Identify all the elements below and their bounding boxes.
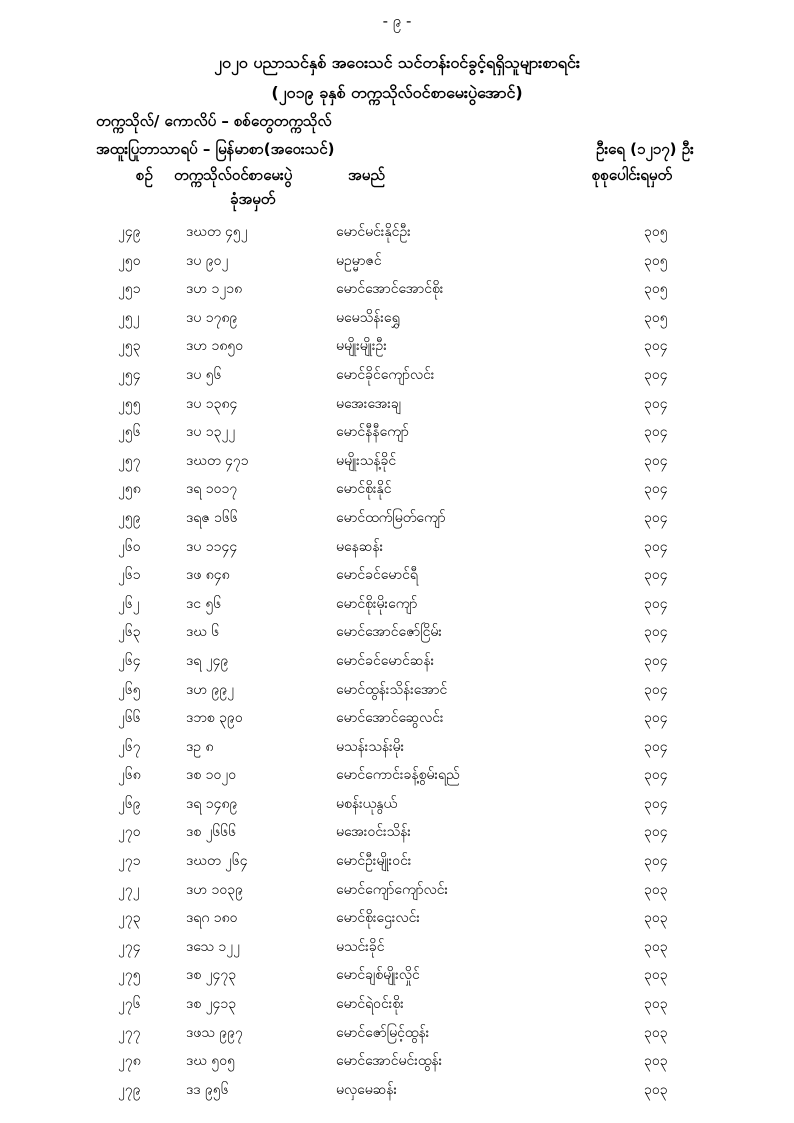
roll-number-cell: ဒရ ၂၄၉ <box>186 652 229 669</box>
marks-cell: ၃၀၄ <box>644 509 668 526</box>
serial-number-cell: ၂၅၁ <box>118 281 141 298</box>
header-serial: စဉ် <box>136 166 153 184</box>
marks-cell: ၃၀၃ <box>644 967 668 984</box>
name-cell: မောင်ချစ်မျိုးလှိုင် <box>336 967 420 984</box>
table-row <box>0 275 794 304</box>
serial-number-cell: ၂၅၂ <box>118 309 140 326</box>
roll-number-cell: ဒဃတ ၄၅၂ <box>186 224 248 240</box>
roll-number-cell: ဒဃတ ၂၆၄ <box>186 853 248 870</box>
table-row <box>0 704 794 733</box>
roll-number-cell: ဒဒ ၉၅၆ <box>186 1081 229 1098</box>
name-cell: မောင်ကျော်ကျော်လင်း <box>336 881 449 898</box>
marks-cell: ၃၀၄ <box>644 395 668 412</box>
roll-number-cell: ဒပ ၁၁၄၄ <box>186 538 238 555</box>
roll-number-cell: ဒဟ ၁၈၅၀ <box>186 338 244 355</box>
serial-number-cell: ၂၅၀ <box>118 252 141 269</box>
marks-cell: ၃၀၄ <box>644 681 668 698</box>
serial-number-cell: ၂၆၆ <box>118 710 141 727</box>
count-label: ဦးရေ (၁၂၁၇) ဦး <box>596 140 694 158</box>
roll-number-cell: ဒသေ ၁၂၂ <box>186 938 240 955</box>
table-row <box>0 961 794 990</box>
table-row <box>0 818 794 847</box>
serial-number-cell: ၂၅၇ <box>118 452 141 469</box>
roll-number-cell: ဒစ ၂၄၁၃ <box>186 996 237 1013</box>
serial-number-cell: ၂၆၈ <box>118 767 141 784</box>
table-row <box>0 1076 794 1105</box>
roll-number-cell: ဒဖ ၈၄၈ <box>186 567 230 584</box>
serial-number-cell: ၂၇၁ <box>118 853 141 870</box>
roll-number-cell: ဒဃ ၆ <box>186 624 220 641</box>
name-cell: မောင်ထွန်းသိန်းအောင် <box>336 681 448 698</box>
marks-cell: ၃၀၄ <box>644 481 668 498</box>
marks-cell: ၃၀၄ <box>644 824 668 841</box>
marks-cell: ၃၀၄ <box>644 424 668 441</box>
name-cell: မောင်ခင်မောင်ဆန်း <box>336 652 435 669</box>
name-cell: မောင်ဇော်မြင့်ထွန်း <box>336 1024 430 1041</box>
name-cell: မအေးဝင်းသိန်း <box>336 824 411 841</box>
marks-cell: ၃၀၃ <box>644 1024 668 1041</box>
roll-number-cell: ဒရ ၁၀၁၇ <box>186 481 238 498</box>
roll-number-cell: ဒပ ၅၆ <box>186 366 222 383</box>
name-cell: မောင်ခင်မောင်ရီ <box>336 567 418 584</box>
roll-number-cell: ဒပ ၁၃၈၄ <box>186 395 238 412</box>
roll-number-cell: ဒစ ၁၀၂၀ <box>186 767 237 784</box>
marks-cell: ၃၀၄ <box>644 624 668 641</box>
serial-number-cell: ၂၆၉ <box>118 795 141 812</box>
table-row <box>0 733 794 762</box>
table-row <box>0 447 794 476</box>
serial-number-cell: ၂၆၀ <box>118 538 141 555</box>
table-row <box>0 1019 794 1048</box>
marks-cell: ၃၀၄ <box>644 767 668 784</box>
roll-number-cell: ဒပ ၉၀၂ <box>186 252 229 269</box>
marks-cell: ၃၀၅ <box>644 309 668 326</box>
serial-number-cell: ၂၇၃ <box>118 910 141 927</box>
roll-number-cell: ဒဟ ၉၉၂ <box>186 681 235 698</box>
roll-number-cell: ဒဟ ၁၂၁၈ <box>186 281 243 298</box>
table-row <box>0 990 794 1019</box>
name-cell: မဥမ္မာဇင် <box>336 252 382 269</box>
serial-number-cell: ၂၆၅ <box>118 681 141 698</box>
roll-number-cell: ဒဃတ ၄၇၁ <box>186 452 249 469</box>
serial-number-cell: ၂၇၂ <box>118 881 140 898</box>
name-cell: မောင်စိုးဌေးလင်း <box>336 910 420 927</box>
marks-cell: ၃၀၃ <box>644 910 668 927</box>
marks-cell: ၃၀၄ <box>644 710 668 727</box>
header-name: အမည် <box>348 166 385 184</box>
marks-cell: ၃၀၄ <box>644 853 668 870</box>
table-row <box>0 876 794 905</box>
name-cell: မောင်ခိုင်ကျော်လင်း <box>336 366 435 383</box>
table-row <box>0 647 794 676</box>
marks-cell: ၃၀၄ <box>644 795 668 812</box>
serial-number-cell: ၂၇၈ <box>118 1053 141 1070</box>
name-cell: မောင်ရဲဝင်းစိုး <box>336 996 404 1013</box>
roll-number-cell: ဒဘစ ၃၉၀ <box>186 710 243 727</box>
name-cell: မောင်အောင်အောင်စိုး <box>336 281 444 298</box>
table-row <box>0 761 794 790</box>
roll-number-cell: ဒင ၅၆ <box>186 595 222 612</box>
serial-number-cell: ၂၅၈ <box>118 481 141 498</box>
marks-cell: ၃၀၄ <box>644 652 668 669</box>
roll-number-cell: ဒဖသ ၉၉၇ <box>186 1024 243 1041</box>
serial-number-cell: ၂၆၂ <box>118 595 140 612</box>
marks-cell: ၃၀၃ <box>644 1053 668 1070</box>
marks-cell: ၃၀၃ <box>644 881 668 898</box>
serial-number-cell: ၂၆၁ <box>118 567 141 584</box>
serial-number-cell: ၂၆၃ <box>118 624 141 641</box>
name-cell: မောင်ကောင်းခန့်စွမ်းရည် <box>336 767 460 784</box>
roll-number-cell: ဒဥ ၈ <box>186 738 214 755</box>
table-row <box>0 504 794 533</box>
table-row <box>0 533 794 562</box>
table-row <box>0 847 794 876</box>
name-cell: မမျိုးမျိုးဦး <box>336 338 387 355</box>
name-cell: မောင်စိုးမိုးကျော် <box>336 595 418 612</box>
name-cell: မမေသိန်းရွှေ <box>336 309 400 326</box>
serial-number-cell: ၂၇၄ <box>118 938 141 955</box>
name-cell: မမျိုးသန့်ခိုင် <box>336 452 397 469</box>
serial-number-cell: ၂၅၃ <box>118 338 141 355</box>
table-row <box>0 590 794 619</box>
marks-cell: ၃၀၄ <box>644 567 668 584</box>
name-cell: မစန်းယုနွယ် <box>336 795 398 812</box>
serial-number-cell: ၂၆၇ <box>118 738 141 755</box>
results-table <box>0 218 794 1104</box>
header-roll-number: တက္ကသိုလ်ဝင်စာမေးပွဲ <box>174 166 293 184</box>
roll-number-cell: ဒဟ ၁၀၃၉ <box>186 881 243 898</box>
roll-number-cell: ဒရ ၁၄၈၉ <box>186 795 238 812</box>
marks-cell: ၃၀၃ <box>644 996 668 1013</box>
table-row <box>0 390 794 419</box>
name-cell: မသန်းသန်းမိုး <box>336 738 405 755</box>
table-row <box>0 218 794 247</box>
marks-cell: ၃၀၃ <box>644 938 668 955</box>
table-row <box>0 618 794 647</box>
serial-number-cell: ၂၅၆ <box>118 424 141 441</box>
serial-number-cell: ၂၇၇ <box>118 1024 141 1041</box>
header-total-marks: စုစုပေါင်းရမှတ် <box>592 166 673 184</box>
table-row <box>0 561 794 590</box>
roll-number-cell: ဒဃ ၅၀၅ <box>186 1053 236 1070</box>
name-cell: မောင်ထက်မြတ်ကျော် <box>336 509 446 526</box>
roll-number-cell: ဒရဂ ၁၈၀ <box>186 910 238 927</box>
table-row <box>0 247 794 276</box>
table-row <box>0 475 794 504</box>
name-cell: မောင်ဦးမျိုးဝင်း <box>336 853 412 870</box>
document-subtitle: (၂၀၁၉ ခုနှစ် တက္ကသိုလ်ဝင်စာမေးပွဲအောင်) <box>271 83 523 102</box>
name-cell: မအေးအေးချ <box>336 395 402 412</box>
name-cell: မနေဆန်း <box>336 538 384 555</box>
marks-cell: ၃၀၅ <box>644 252 668 269</box>
roll-number-cell: ဒပ ၁၃၂၂ <box>186 424 236 441</box>
marks-cell: ၃၀၄ <box>644 738 668 755</box>
name-cell: မောင်စိုးနိုင် <box>336 481 392 498</box>
name-cell: မောင်မင်းနိုင်ဦး <box>336 224 411 240</box>
page-number: - ၉ - <box>382 12 412 30</box>
serial-number-cell: ၂၄၉ <box>118 224 141 240</box>
table-row <box>0 933 794 962</box>
serial-number-cell: ၂၅၅ <box>118 395 141 412</box>
name-cell: မောင်နီနီကျော် <box>336 424 409 441</box>
subject-label: အထူးပြုဘာသာရပ် – မြန်မာစာ(အဝေးသင်) <box>96 140 335 158</box>
header-roll-number-line2: ခုံအမှတ် <box>230 190 276 208</box>
roll-number-cell: ဒစ ၂၆၆၆ <box>186 824 237 841</box>
marks-cell: ၃၀၅ <box>644 224 668 240</box>
roll-number-cell: ဒရဇ ၁၆၆ <box>186 509 238 526</box>
name-cell: မောင်အောင်ဆွေလင်း <box>336 710 444 727</box>
document-title: ၂၀၂၀ ပညာသင်နှစ် အဝေးသင် သင်တန်းဝင်ခွင့်ရရှိသူများစာရင်း <box>214 53 580 72</box>
serial-number-cell: ၂၆၄ <box>118 652 141 669</box>
table-row <box>0 418 794 447</box>
table-row <box>0 361 794 390</box>
name-cell: မောင်အောင်မင်းထွန်း <box>336 1053 443 1070</box>
marks-cell: ၃၀၄ <box>644 452 668 469</box>
marks-cell: ၃၀၄ <box>644 595 668 612</box>
roll-number-cell: ဒပ ၁၇၈၉ <box>186 309 238 326</box>
serial-number-cell: ၂၅၄ <box>118 366 141 383</box>
table-row <box>0 676 794 705</box>
table-row <box>0 1047 794 1076</box>
name-cell: မလှမေဆန်း <box>336 1081 398 1098</box>
serial-number-cell: ၂၇၅ <box>118 967 141 984</box>
marks-cell: ၃၀၄ <box>644 538 668 555</box>
marks-cell: ၃၀၅ <box>644 281 668 298</box>
serial-number-cell: ၂၅၉ <box>118 509 141 526</box>
marks-cell: ၃၀၄ <box>644 366 668 383</box>
marks-cell: ၃၀၃ <box>644 1081 668 1098</box>
table-row <box>0 904 794 933</box>
marks-cell: ၃၀၄ <box>644 338 668 355</box>
table-row <box>0 332 794 361</box>
serial-number-cell: ၂၇၆ <box>118 996 141 1013</box>
name-cell: မသင်းခိုင် <box>336 938 385 955</box>
name-cell: မောင်အောင်ဇော်ငြိမ်း <box>336 624 442 641</box>
serial-number-cell: ၂၇၉ <box>118 1081 141 1098</box>
table-row <box>0 304 794 333</box>
roll-number-cell: ဒစ ၂၄၇၃ <box>186 967 237 984</box>
serial-number-cell: ၂၇၀ <box>118 824 141 841</box>
table-row <box>0 790 794 819</box>
university-label: တက္ကသိုလ်/ ကောလိပ် – စစ်တွေတက္ကသိုလ် <box>96 112 332 130</box>
